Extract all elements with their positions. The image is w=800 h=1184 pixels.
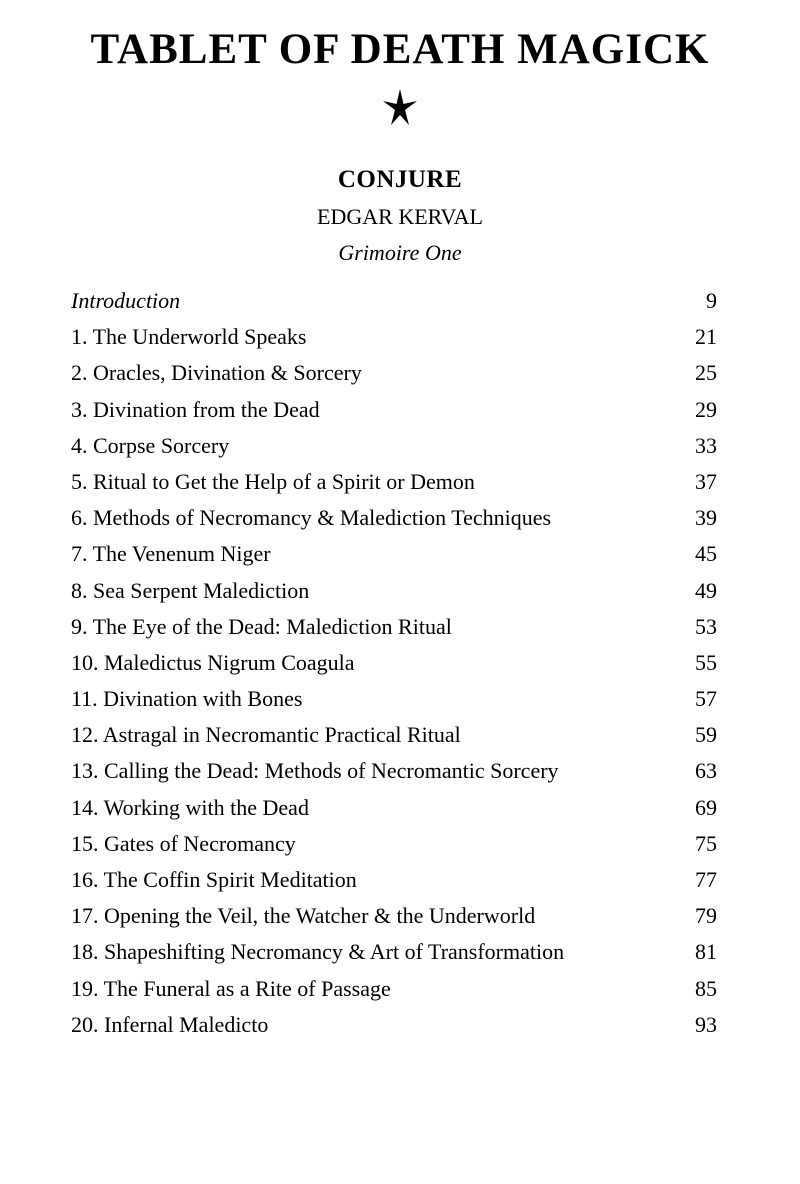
toc-entry <box>71 610 717 646</box>
toc-entry-title: 19. The Funeral as a Rite of Passage <box>71 975 391 1001</box>
toc-entry-page: 85 <box>695 975 717 1001</box>
toc-entry-title: 1. The Underworld Speaks <box>71 324 307 350</box>
toc-entry <box>71 284 717 320</box>
toc-entry <box>71 465 717 501</box>
book-title: TABLET OF DEATH MAGICK <box>90 26 710 73</box>
toc-entry-title: 12. Astragal in Necromantic Practical Ritual <box>71 722 461 748</box>
star-shape <box>383 89 417 125</box>
toc-entry-title: 15. Gates of Necromancy <box>71 830 296 856</box>
toc-entry-title: 18. Shapeshifting Necromancy & Art of Transformation <box>71 939 565 965</box>
toc-entry <box>71 1008 717 1044</box>
toc-entry-title: 20. Infernal Maledicto <box>71 1011 269 1037</box>
toc-entry-page: 57 <box>695 686 717 712</box>
toc-entry <box>71 393 717 429</box>
toc-entry-title: 5. Ritual to Get the Help of a Spirit or Demon <box>71 468 475 494</box>
table-of-contents <box>71 284 717 1044</box>
toc-entry-page: 39 <box>695 505 717 531</box>
toc-entry <box>71 899 717 935</box>
toc-entry-page: 53 <box>695 613 717 639</box>
toc-entry-title: 3. Divination from the Dead <box>71 396 320 422</box>
toc-entry-title: Introduction <box>71 288 181 313</box>
toc-entry-page: 29 <box>695 396 717 422</box>
toc-entry-title: 16. The Coffin Spirit Meditation <box>71 867 357 892</box>
toc-entry-page: 79 <box>695 903 717 929</box>
toc-entry-page: 75 <box>695 830 717 856</box>
toc-entry-title: 11. Divination with Bones <box>71 686 303 712</box>
toc-entry-title: 10. Maledictus Nigrum Coagula <box>71 649 355 675</box>
toc-entry <box>71 501 717 537</box>
toc-entry-page: 93 <box>695 1011 717 1037</box>
toc-entry-title: 4. Corpse Sorcery <box>71 432 230 458</box>
toc-entry <box>71 754 717 790</box>
toc-entry-page: 69 <box>695 794 717 820</box>
toc-entry <box>71 863 717 899</box>
toc-entry-title: 17. Opening the Veil, the Watcher & the Underworld <box>71 903 536 929</box>
toc-entry-page: 33 <box>695 432 717 458</box>
toc-entry <box>71 574 717 610</box>
star-icon <box>382 88 418 126</box>
subtitle: Grimoire One <box>338 240 462 265</box>
toc-entry-title: 2. Oracles, Divination & Sorcery <box>71 360 362 386</box>
author-name: EDGAR KERVAL <box>317 204 483 229</box>
toc-entry <box>71 718 717 754</box>
toc-entry-page: 59 <box>695 722 717 748</box>
toc-entry-title: 13. Calling the Dead: Methods of Necromantic Sorcery <box>71 758 559 784</box>
toc-entry <box>71 972 717 1008</box>
toc-entry-page: 37 <box>695 468 717 494</box>
toc-entry-page: 45 <box>695 541 717 567</box>
toc-entry-page: 77 <box>695 867 717 892</box>
toc-entry <box>71 791 717 827</box>
toc-entry-page: 25 <box>695 360 717 386</box>
toc-entry <box>71 356 717 392</box>
toc-entry-title: 6. Methods of Necromancy & Malediction Techniques <box>71 505 552 531</box>
toc-entry-page: 63 <box>695 758 717 784</box>
section-title: CONJURE <box>337 166 463 193</box>
toc-entry-title: 8. Sea Serpent Malediction <box>71 577 310 603</box>
toc-entry-title: 7. The Venenum Niger <box>71 541 271 567</box>
toc-entry <box>71 537 717 573</box>
toc-entry-title: 9. The Eye of the Dead: Malediction Ritual <box>71 613 452 639</box>
toc-entry <box>71 935 717 971</box>
toc-entry-page: 55 <box>695 649 717 675</box>
toc-entry <box>71 320 717 356</box>
toc-entry-page: 9 <box>706 288 717 313</box>
toc-entry-page: 49 <box>695 577 717 603</box>
toc-entry <box>71 682 717 718</box>
toc-entry-title: 14. Working with the Dead <box>71 794 309 820</box>
toc-entry-page: 81 <box>695 939 717 965</box>
toc-entry <box>71 429 717 465</box>
toc-entry <box>71 827 717 863</box>
toc-entry-page: 21 <box>695 324 717 350</box>
toc-entry <box>71 646 717 682</box>
